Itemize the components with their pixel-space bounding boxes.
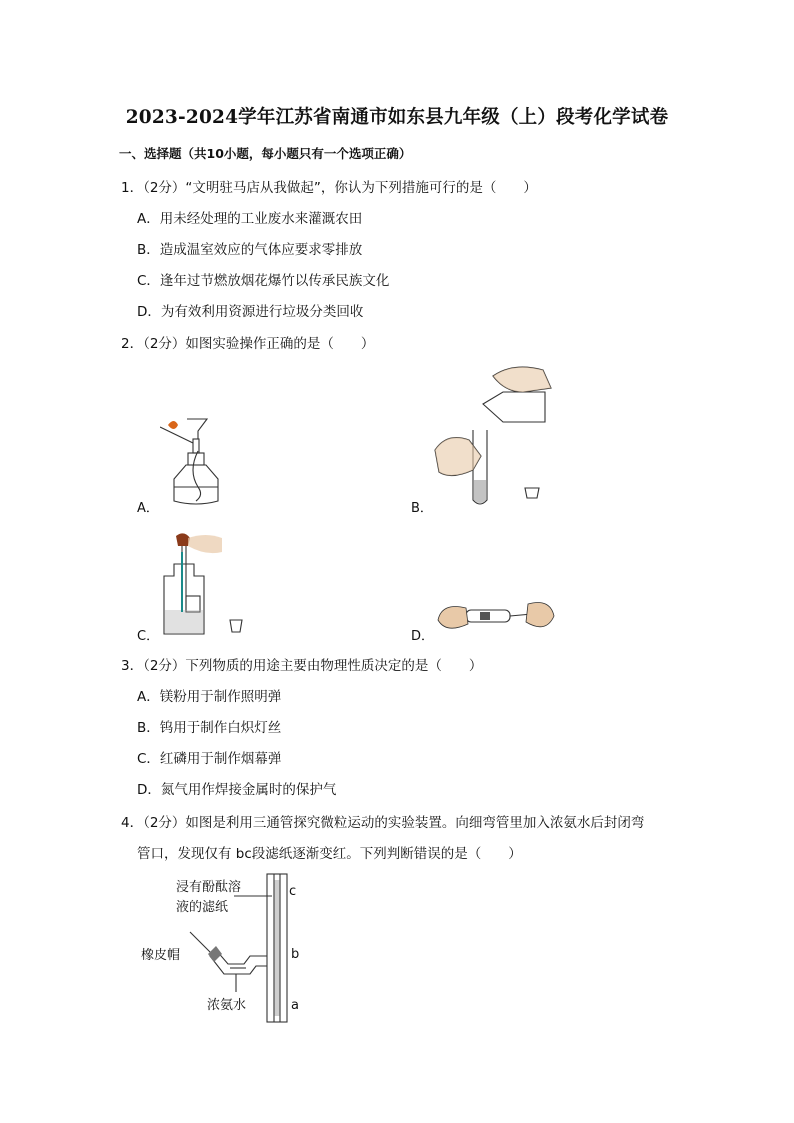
figure-q4-rubber-cap-label: 橡皮帽	[141, 948, 181, 963]
question-3-option-a: A．镁粉用于制作照明弹	[137, 689, 282, 705]
figure-a-label: A．	[137, 501, 159, 516]
question-1-option-c: C．逢年过节燃放烟花爆竹以传承民族文化	[137, 273, 390, 289]
figure-d-label: D．	[411, 629, 435, 644]
question-4-stem-line-2: 管口，发现仅有 bc段滤纸逐渐变红。下列判断错误的是（ ）	[137, 846, 522, 862]
figure-d-stopper-tube	[436, 594, 556, 640]
figure-q4-mark-a: a	[291, 998, 299, 1013]
figure-q4-ammonia-label: 浓氨水	[207, 998, 247, 1013]
question-3-option-c: C．红磷用于制作烟幕弹	[137, 751, 282, 767]
question-1-option-a: A．用未经处理的工业废水来灌溉农田	[137, 211, 363, 227]
question-3-option-d: D．氮气用作焊接金属时的保护气	[137, 782, 337, 798]
figure-a-alcohol-lamp	[160, 415, 235, 510]
figure-q4-mark-b: b	[291, 947, 300, 962]
figure-b-label: B．	[411, 501, 433, 516]
figure-q4-paper-label-line-2: 液的滤纸	[176, 900, 229, 915]
figure-b-pouring-liquid	[433, 362, 563, 512]
question-3-option-b: B．钨用于制作白炽灯丝	[137, 720, 282, 736]
question-2-stem: 2．（2分）如图实验操作正确的是（ ）	[121, 336, 375, 352]
question-4-stem-line-1: 4．（2分）如图是利用三通管探究微粒运动的实验装置。向细弯管里加入浓氨水后封闭弯	[121, 815, 645, 831]
question-1-stem: 1．（2分）“文明驻马店从我做起”，你认为下列措施可行的是（ ）	[121, 180, 537, 196]
page-title: 2023-2024学年江苏省南通市如东县九年级（上）段考化学试卷	[125, 107, 669, 128]
question-1-option-d: D．为有效利用资源进行垃圾分类回收	[137, 304, 364, 320]
figure-q4-paper-label-line-1: 浸有酚酞溶	[176, 880, 242, 895]
figure-c-dropper	[160, 532, 250, 637]
section-heading: 一、选择题（共10小题，每小题只有一个选项正确）	[119, 146, 412, 161]
figure-c-label: C．	[137, 629, 160, 644]
question-3-stem: 3．（2分）下列物质的用途主要由物理性质决定的是（ ）	[121, 658, 483, 674]
figure-q4-mark-c: c	[289, 884, 297, 899]
question-1-option-b: B．造成温室效应的气体应要求零排放	[137, 242, 363, 258]
